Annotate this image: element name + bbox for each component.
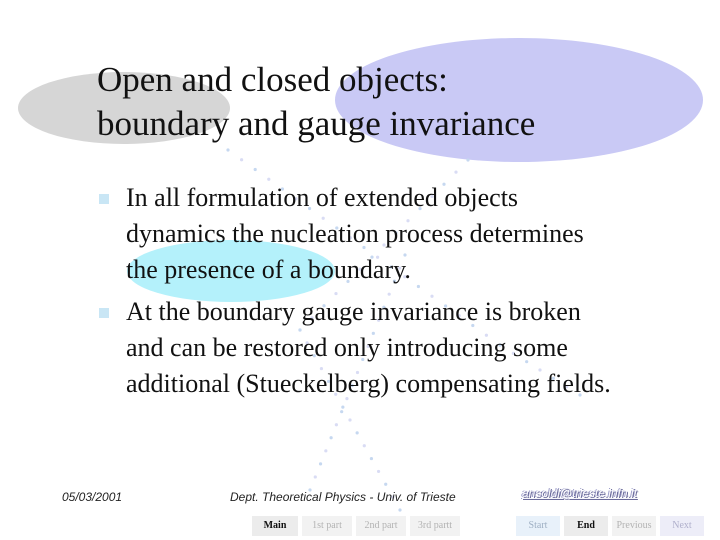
part-1-button[interactable]: 1st part: [302, 516, 352, 536]
bullet-line: In all formulation of extended objects: [126, 183, 519, 212]
previous-button[interactable]: Previous: [612, 516, 656, 536]
bullet-line: additional (Stueckelberg) compensating fields.: [126, 369, 611, 398]
part-2-button[interactable]: 2nd part: [356, 516, 406, 536]
decor-dot: [335, 423, 338, 426]
bullet-list: [96, 180, 706, 408]
decor-dot: [240, 158, 243, 161]
slide-navigation: [516, 516, 704, 536]
title-line: Open and closed objects:: [97, 60, 448, 99]
title-line: boundary and gauge invariance: [97, 104, 536, 143]
decor-dot: [319, 462, 322, 465]
bullet-line: and can be restored only introducing some: [126, 333, 568, 362]
decor-dot: [330, 436, 333, 439]
decor-dot: [226, 148, 229, 151]
bullet-item: [96, 180, 706, 288]
email-link[interactable]: ansoldi@trieste.infn.it: [522, 486, 637, 500]
decor-dot: [324, 449, 327, 452]
decor-dot: [340, 410, 343, 413]
section-navigation: [252, 516, 460, 536]
footer-department: Dept. Theoretical Physics - Univ. of Trieste: [230, 490, 456, 504]
bullet-line: dynamics the nucleation process determines: [126, 219, 584, 248]
decor-dot: [363, 444, 366, 447]
decor-dot: [377, 470, 380, 473]
start-button[interactable]: Start: [516, 516, 560, 536]
end-button[interactable]: End: [564, 516, 608, 536]
decor-dot: [454, 171, 457, 174]
square-bullet-icon: [99, 308, 109, 318]
footer-date: 05/03/2001: [62, 490, 123, 504]
bullet-line: the presence of a boundary.: [126, 255, 411, 284]
bullet-line: At the boundary gauge invariance is broken: [126, 297, 581, 326]
decor-dot: [466, 158, 469, 161]
decor-dot: [254, 168, 257, 171]
slide-title: [97, 58, 535, 146]
decor-dot: [314, 475, 317, 478]
next-button[interactable]: Next: [660, 516, 704, 536]
part-3-button[interactable]: 3rd partt: [410, 516, 460, 536]
decor-dot: [348, 418, 351, 421]
bullet-text: [126, 180, 706, 288]
bullet-item: [96, 294, 706, 402]
decor-dot: [370, 457, 373, 460]
main-button[interactable]: Main: [252, 516, 298, 536]
decor-dot: [356, 431, 359, 434]
bullet-text: [126, 294, 706, 402]
decor-dot: [384, 483, 387, 486]
square-bullet-icon: [99, 194, 109, 204]
decor-dot: [398, 508, 401, 511]
